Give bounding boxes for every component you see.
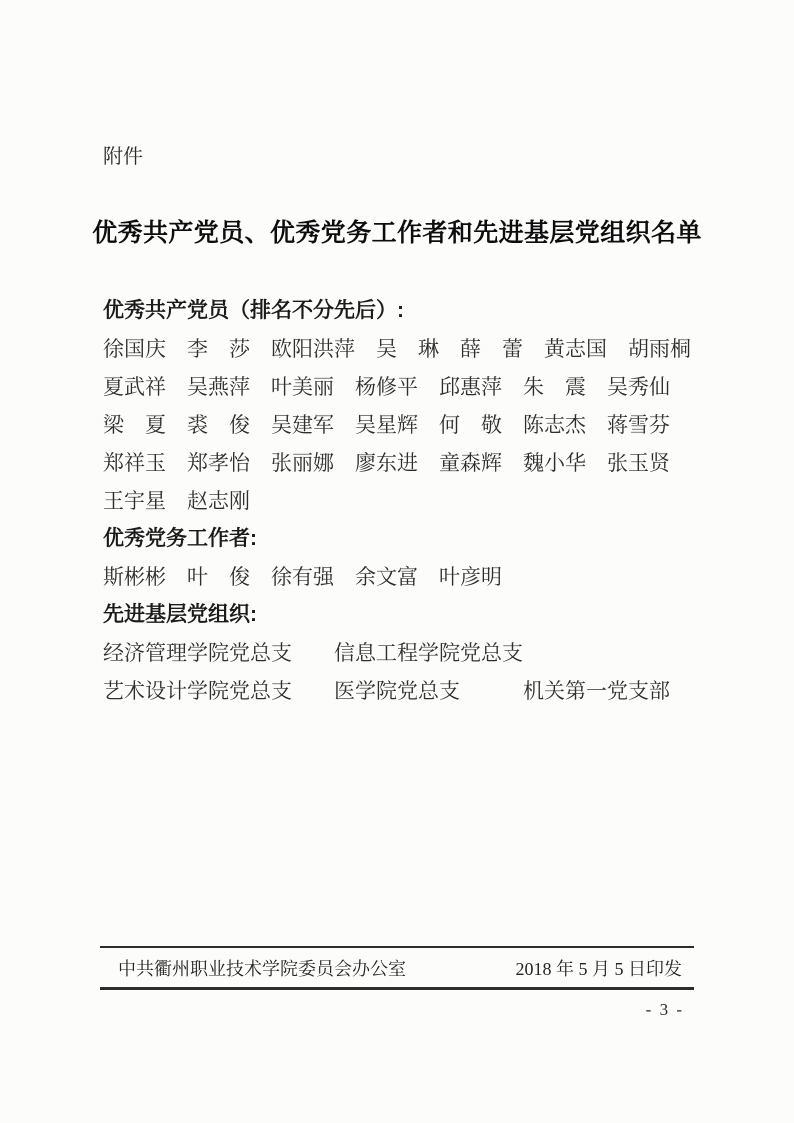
organizations-line-1: 经济管理学院党总支 信息工程学院党总支	[103, 641, 523, 665]
document-body	[103, 292, 700, 710]
section-heading-advanced-grassroots-organizations: 先进基层党组织:	[103, 603, 257, 626]
party-members-names-line-1: 徐国庆 李 莎 欧阳洪萍 吴 琳 薛 蕾 黄志国 胡雨桐	[103, 337, 691, 361]
party-affairs-workers-names-line: 斯彬彬 叶 俊 徐有强 余文富 叶彦明	[103, 565, 502, 589]
party-members-names-line-5: 王宇星 赵志刚	[103, 489, 250, 513]
section-heading-outstanding-party-affairs-workers: 优秀党务工作者:	[103, 527, 257, 550]
footer-bottom-rule	[100, 987, 694, 990]
footer-print-date: 2018 年 5 月 5 日印发	[515, 959, 682, 979]
party-members-names-line-2: 夏武祥 吴燕萍 叶美丽 杨修平 邱惠萍 朱 震 吴秀仙	[103, 375, 670, 399]
party-members-names-line-4: 郑祥玉 郑孝怡 张丽娜 廖东进 童森辉 魏小华 张玉贤	[103, 451, 670, 475]
footer-top-rule	[100, 946, 694, 948]
organizations-line-2: 艺术设计学院党总支 医学院党总支 机关第一党支部	[103, 679, 670, 703]
footer-issuer: 中共衢州职业技术学院委员会办公室	[118, 959, 406, 979]
footer-row	[118, 949, 682, 987]
party-members-names-line-3: 梁 夏 裘 俊 吴建军 吴星辉 何 敬 陈志杰 蒋雪芬	[103, 413, 670, 437]
attachment-label: 附件	[103, 146, 143, 168]
section-heading-outstanding-party-members: 优秀共产党员（排名不分先后）:	[103, 299, 404, 322]
document-title: 优秀共产党员、优秀党务工作者和先进基层党组织名单	[92, 220, 702, 247]
page-number: - 3 -	[645, 1000, 684, 1019]
